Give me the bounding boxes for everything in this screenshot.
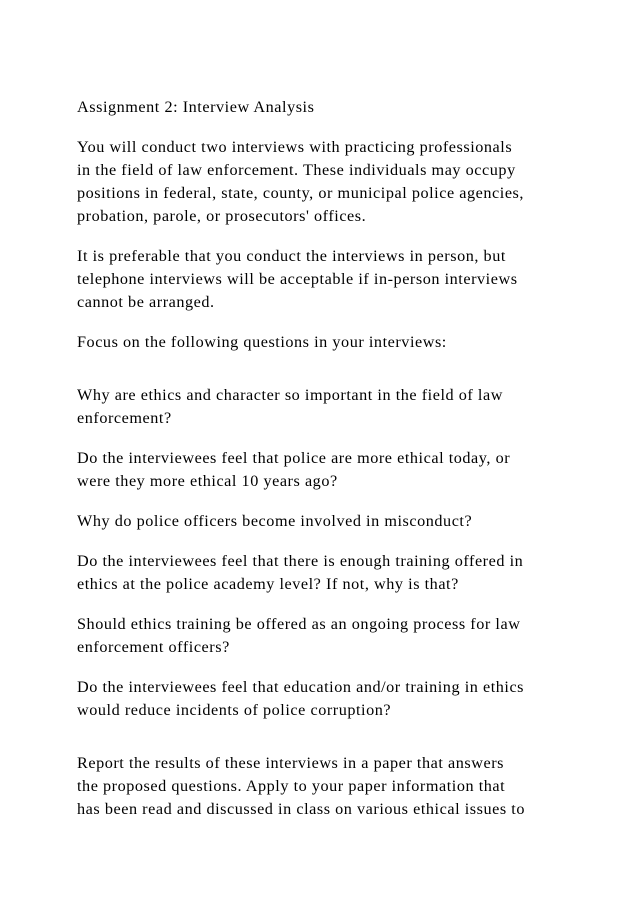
- preference-line: It is preferable that you conduct the interviews in person, but: [77, 247, 506, 265]
- question-line: Why are ethics and character so important in the field of law: [77, 386, 503, 404]
- focus-line: Focus on the following questions in your interviews:: [77, 333, 447, 351]
- report-line: the proposed questions. Apply to your paper information that: [77, 777, 506, 795]
- question-line: Do the interviewees feel that police are more ethical today, or: [77, 449, 511, 467]
- intro-line: in the field of law enforcement. These individuals may occupy: [77, 161, 516, 179]
- question-line: Why do police officers become involved in misconduct?: [77, 512, 473, 530]
- intro-line: You will conduct two interviews with practicing professionals: [77, 138, 513, 156]
- report-line: Report the results of these interviews in a paper that answers: [77, 754, 504, 772]
- preference-line: telephone interviews will be acceptable if in-person interviews: [77, 270, 518, 288]
- intro-line: probation, parole, or prosecutors' offices.: [77, 207, 367, 225]
- intro-line: positions in federal, state, county, or municipal police agencies,: [77, 184, 525, 202]
- preference-line: cannot be arranged.: [77, 293, 215, 311]
- question-line: ethics at the police academy level? If not, why is that?: [77, 575, 459, 593]
- question-line: were they more ethical 10 years ago?: [77, 472, 338, 490]
- question-line: would reduce incidents of police corruption?: [77, 701, 392, 719]
- report-line: has been read and discussed in class on various ethical issues to: [77, 800, 525, 818]
- question-line: Should ethics training be offered as an ongoing process for law: [77, 615, 521, 633]
- question-line: enforcement officers?: [77, 638, 230, 656]
- question-line: enforcement?: [77, 409, 172, 427]
- question-line: Do the interviewees feel that there is enough training offered in: [77, 552, 524, 570]
- document-title: Assignment 2: Interview Analysis: [77, 98, 315, 116]
- question-line: Do the interviewees feel that education and/or training in ethics: [77, 678, 525, 696]
